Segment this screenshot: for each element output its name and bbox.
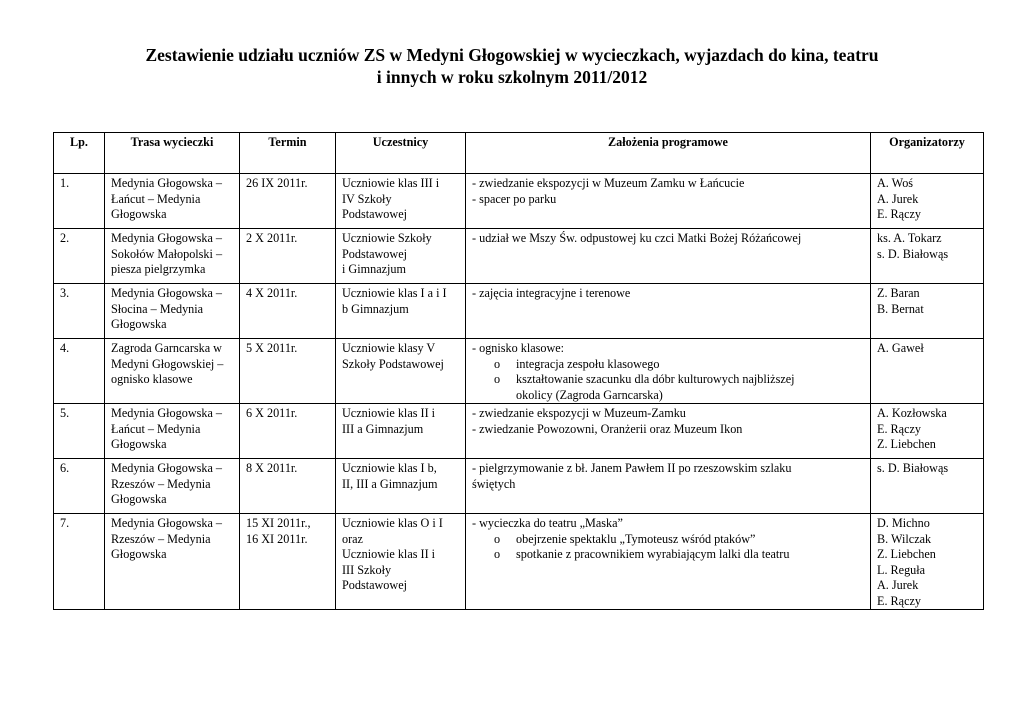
cell-line: - zajęcia integracyjne i terenowe bbox=[472, 286, 631, 300]
cell-lp: 3. bbox=[54, 284, 105, 339]
cell-termin bbox=[240, 174, 336, 229]
cell-line: Z. Liebchen bbox=[877, 437, 936, 451]
cell-line: 4 X 2011r. bbox=[246, 286, 298, 300]
header-zalozenia: Założenia programowe bbox=[466, 133, 871, 174]
cell-line: E. Rączy bbox=[877, 207, 921, 221]
cell-line: Medynia Głogowska – bbox=[111, 286, 223, 300]
title-line-1: Zestawienie udziału uczniów ZS w Medyni Głogowskiej w wycieczkach, wyjazdach do kina, teatru bbox=[145, 45, 879, 65]
cell-line: okolicy (Zagroda Garncarska) bbox=[516, 387, 663, 402]
sub-list-item bbox=[472, 372, 864, 403]
table-row bbox=[54, 339, 984, 404]
cell-zalozenia bbox=[466, 404, 871, 459]
cell-trasa bbox=[105, 459, 240, 514]
cell-zalozenia bbox=[466, 174, 871, 229]
cell-line: Głogowska bbox=[111, 437, 167, 451]
cell-line: - zwiedzanie ekspozycji w Muzeum-Zamku bbox=[472, 406, 686, 420]
table-row bbox=[54, 404, 984, 459]
cell-line: - udział we Mszy Św. odpustowej ku czci Matki Bożej Różańcowej bbox=[472, 231, 802, 245]
cell-uczestnicy bbox=[336, 284, 466, 339]
cell-uczestnicy bbox=[336, 339, 466, 404]
cell-line: Medynia Głogowska – bbox=[111, 461, 223, 475]
cell-uczestnicy bbox=[336, 459, 466, 514]
cell-line: Rzeszów – Medynia bbox=[111, 476, 211, 491]
cell-line: Uczniowie klas III i bbox=[342, 176, 440, 190]
sub-list-item bbox=[472, 547, 864, 563]
cell-line: Podstawowej bbox=[342, 246, 407, 261]
cell-line: 6 X 2011r. bbox=[246, 406, 298, 420]
cell-line: s. D. Białowąs bbox=[877, 246, 949, 261]
cell-line: Głogowska bbox=[111, 317, 167, 331]
cell-line: Łańcut – Medynia bbox=[111, 191, 201, 206]
cell-line: Uczniowie klasy V bbox=[342, 341, 436, 355]
bullet-circle-icon: o bbox=[494, 372, 501, 386]
cell-termin bbox=[240, 459, 336, 514]
bullet-circle-icon: o bbox=[494, 547, 501, 561]
cell-line: Uczniowie klas I b, bbox=[342, 461, 437, 475]
document-title bbox=[0, 44, 1024, 88]
cell-line: kształtowanie szacunku dla dóbr kulturowych najbliższej bbox=[516, 372, 795, 386]
table-row bbox=[54, 229, 984, 284]
cell-line: s. D. Białowąs bbox=[877, 461, 949, 475]
cell-lp: 4. bbox=[54, 339, 105, 404]
cell-line: Uczniowie Szkoły bbox=[342, 231, 432, 245]
cell-organizatorzy bbox=[871, 404, 984, 459]
table-row bbox=[54, 514, 984, 610]
bullet-circle-icon: o bbox=[494, 531, 501, 546]
cell-line: - zwiedzanie Powozowni, Oranżerii oraz Muzeum Ikon bbox=[472, 421, 743, 436]
bullet-circle-icon: o bbox=[494, 356, 501, 371]
cell-uczestnicy bbox=[336, 404, 466, 459]
cell-line: III a Gimnazjum bbox=[342, 421, 424, 436]
cell-line: III Szkoły bbox=[342, 562, 392, 577]
trips-table bbox=[53, 132, 984, 610]
cell-lp: 6. bbox=[54, 459, 105, 514]
cell-line: ognisko klasowe bbox=[111, 372, 193, 386]
cell-line: Podstawowej bbox=[342, 207, 407, 221]
cell-lp: 2. bbox=[54, 229, 105, 284]
cell-line: B. Bernat bbox=[877, 301, 924, 316]
table-row bbox=[54, 459, 984, 514]
header-termin: Termin bbox=[240, 133, 336, 174]
cell-line: E. Rączy bbox=[877, 421, 921, 436]
cell-line: Z. Liebchen bbox=[877, 547, 936, 561]
cell-line: - spacer po parku bbox=[472, 191, 557, 206]
cell-line: Łańcut – Medynia bbox=[111, 421, 201, 436]
cell-termin bbox=[240, 339, 336, 404]
cell-line: 26 IX 2011r. bbox=[246, 176, 308, 190]
cell-zalozenia bbox=[466, 284, 871, 339]
cell-organizatorzy bbox=[871, 229, 984, 284]
cell-organizatorzy bbox=[871, 174, 984, 229]
cell-line: i Gimnazjum bbox=[342, 262, 406, 276]
cell-line: Medynia Głogowska – bbox=[111, 516, 223, 530]
table-row bbox=[54, 284, 984, 339]
cell-line: Słocina – Medynia bbox=[111, 301, 204, 316]
cell-line: D. Michno bbox=[877, 516, 930, 530]
sub-list-item bbox=[472, 532, 864, 548]
table-row bbox=[54, 174, 984, 229]
table-header-row bbox=[54, 133, 984, 174]
cell-line: A. Jurek bbox=[877, 191, 919, 206]
cell-lp: 1. bbox=[54, 174, 105, 229]
cell-termin bbox=[240, 514, 336, 610]
cell-line: - zwiedzanie ekspozycji w Muzeum Zamku w Łańcucie bbox=[472, 176, 745, 190]
cell-line: Sokołów Małopolski – bbox=[111, 246, 223, 261]
cell-line: Rzeszów – Medynia bbox=[111, 531, 211, 546]
cell-line: E. Rączy bbox=[877, 593, 921, 608]
cell-uczestnicy bbox=[336, 174, 466, 229]
cell-trasa bbox=[105, 174, 240, 229]
cell-trasa bbox=[105, 284, 240, 339]
header-organizatorzy: Organizatorzy bbox=[871, 133, 984, 174]
cell-line: 5 X 2011r. bbox=[246, 341, 298, 355]
title-line-2: i innych w roku szkolnym 2011/2012 bbox=[376, 67, 648, 87]
cell-lp: 7. bbox=[54, 514, 105, 610]
cell-line: A. Gaweł bbox=[877, 341, 924, 355]
cell-line: Uczniowie klas I a i I bbox=[342, 286, 447, 300]
cell-line: Z. Baran bbox=[877, 286, 920, 300]
cell-line: - pielgrzymowanie z bł. Janem Pawłem II po rzeszowskim szlaku bbox=[472, 461, 792, 475]
cell-termin bbox=[240, 284, 336, 339]
cell-line: Głogowska bbox=[111, 547, 167, 561]
cell-line: piesza pielgrzymka bbox=[111, 262, 206, 276]
cell-organizatorzy bbox=[871, 339, 984, 404]
cell-line: A. Woś bbox=[877, 176, 914, 190]
cell-uczestnicy bbox=[336, 229, 466, 284]
cell-zalozenia bbox=[466, 514, 871, 610]
cell-trasa bbox=[105, 339, 240, 404]
cell-line: 8 X 2011r. bbox=[246, 461, 298, 475]
cell-organizatorzy bbox=[871, 459, 984, 514]
cell-line: Szkoły Podstawowej bbox=[342, 356, 444, 371]
cell-line: Zagroda Garncarska w bbox=[111, 341, 222, 355]
cell-line: oraz bbox=[342, 531, 363, 546]
cell-trasa bbox=[105, 229, 240, 284]
cell-line: - wycieczka do teatru „Maska” bbox=[472, 516, 623, 530]
cell-zalozenia bbox=[466, 229, 871, 284]
sub-list-item bbox=[472, 357, 864, 373]
cell-zalozenia bbox=[466, 459, 871, 514]
cell-line: Medynia Głogowska – bbox=[111, 406, 223, 420]
cell-line: Podstawowej bbox=[342, 578, 407, 592]
cell-trasa bbox=[105, 514, 240, 610]
cell-line: ks. A. Tokarz bbox=[877, 231, 942, 245]
cell-line: 2 X 2011r. bbox=[246, 231, 298, 245]
cell-line: 15 XI 2011r., bbox=[246, 516, 311, 530]
cell-line: L. Reguła bbox=[877, 562, 926, 577]
cell-trasa bbox=[105, 404, 240, 459]
cell-organizatorzy bbox=[871, 514, 984, 610]
cell-line: Głogowska bbox=[111, 207, 167, 221]
cell-line: Medynia Głogowska – bbox=[111, 176, 223, 190]
cell-line: A. Kozłowska bbox=[877, 406, 947, 420]
cell-line: Uczniowie klas II i bbox=[342, 547, 436, 561]
cell-line: IV Szkoły bbox=[342, 191, 392, 206]
cell-line: świętych bbox=[472, 476, 516, 491]
cell-line: A. Jurek bbox=[877, 578, 919, 592]
cell-line: b Gimnazjum bbox=[342, 301, 409, 316]
cell-uczestnicy bbox=[336, 514, 466, 610]
cell-line: II, III a Gimnazjum bbox=[342, 476, 438, 491]
cell-line: spotkanie z pracownikiem wyrabiającym lalki dla teatru bbox=[516, 547, 790, 561]
header-uczestnicy: Uczestnicy bbox=[336, 133, 466, 174]
cell-termin bbox=[240, 229, 336, 284]
header-lp: Lp. bbox=[54, 133, 105, 174]
cell-line: Medynia Głogowska – bbox=[111, 231, 223, 245]
cell-line: - ognisko klasowe: bbox=[472, 341, 565, 355]
cell-line: Uczniowie klas O i I bbox=[342, 516, 443, 530]
cell-line: 16 XI 2011r. bbox=[246, 531, 308, 546]
cell-zalozenia bbox=[466, 339, 871, 404]
cell-termin bbox=[240, 404, 336, 459]
cell-lp: 5. bbox=[54, 404, 105, 459]
cell-line: integracja zespołu klasowego bbox=[516, 356, 660, 371]
cell-line: obejrzenie spektaklu „Tymoteusz wśród ptaków” bbox=[516, 531, 756, 546]
cell-line: Uczniowie klas II i bbox=[342, 406, 436, 420]
header-trasa: Trasa wycieczki bbox=[105, 133, 240, 174]
cell-line: Medyni Głogowskiej – bbox=[111, 356, 224, 371]
cell-line: Głogowska bbox=[111, 492, 167, 506]
cell-line: B. Wilczak bbox=[877, 531, 932, 546]
cell-organizatorzy bbox=[871, 284, 984, 339]
